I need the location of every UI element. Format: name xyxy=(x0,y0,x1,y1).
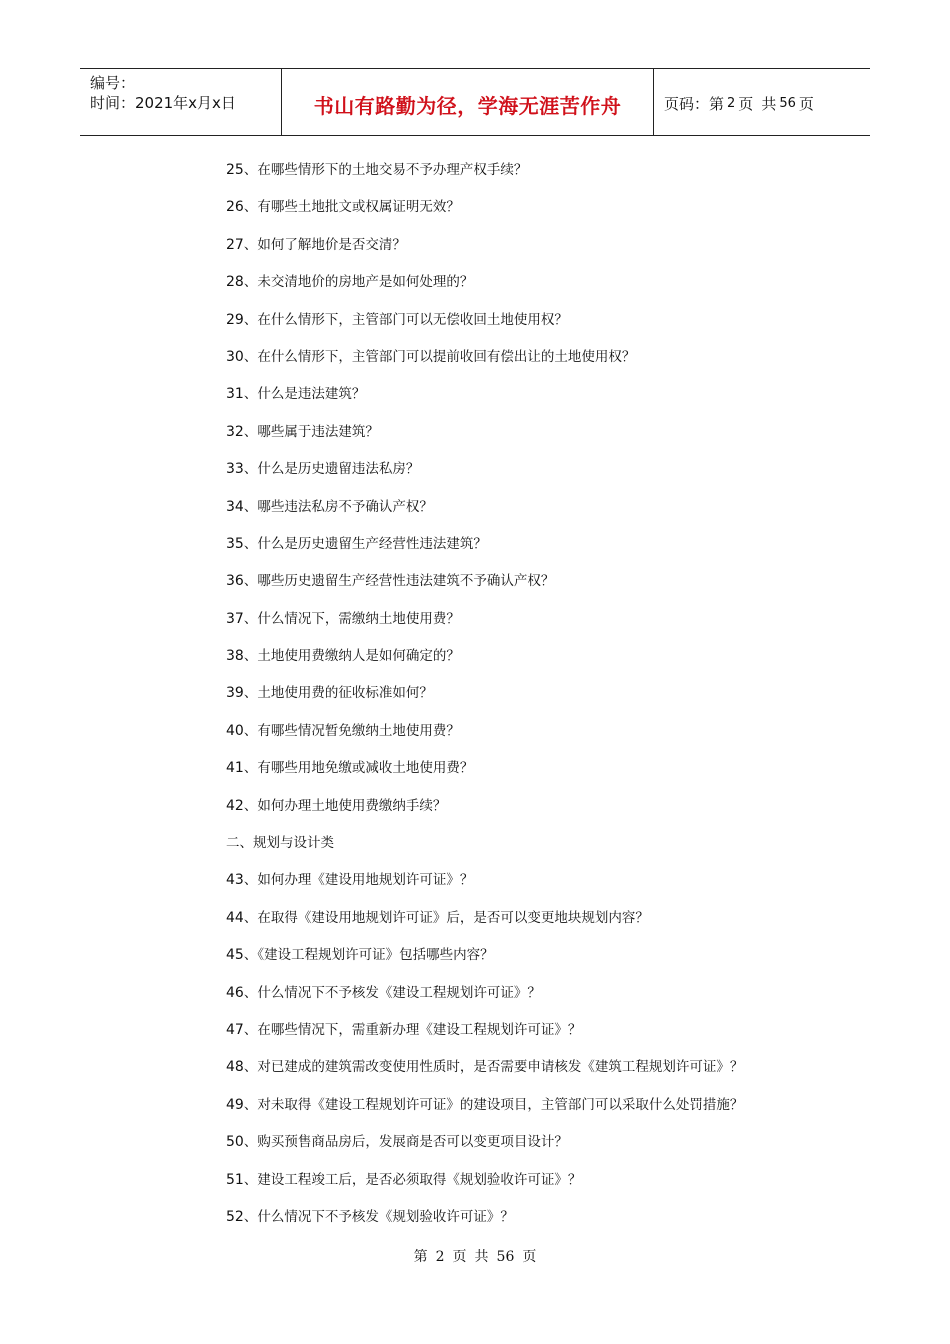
question-item xyxy=(226,1170,743,1207)
question-number: 27 xyxy=(226,236,244,253)
header-total-suffix: 页 xyxy=(798,94,814,113)
question-text: 、在哪些情形下的土地交易不予办理产权手续？ xyxy=(243,162,528,178)
section-title: 二、规划与设计类 xyxy=(226,835,334,852)
question-number: 26 xyxy=(226,199,244,216)
question-number: 52 xyxy=(226,1208,244,1225)
question-text: 、如何了解地价是否交清？ xyxy=(243,236,406,253)
question-text: 、有哪些情况暂免缴纳土地使用费？ xyxy=(243,722,460,739)
question-item xyxy=(226,983,743,1020)
question-item xyxy=(226,870,743,907)
header-page-info xyxy=(654,69,870,135)
question-item xyxy=(226,272,743,309)
question-number: 38 xyxy=(226,648,244,665)
question-item xyxy=(226,347,743,384)
question-number: 45 xyxy=(226,947,244,964)
question-number: 37 xyxy=(226,610,244,627)
page-footer xyxy=(0,1246,950,1266)
question-item xyxy=(226,1020,743,1057)
question-number: 40 xyxy=(226,722,244,739)
header-total-prefix: 共 xyxy=(761,94,777,113)
question-item xyxy=(226,422,743,459)
question-item xyxy=(226,1095,743,1132)
question-number: 31 xyxy=(226,386,244,403)
question-text: 、购买预售商品房后，发展商是否可以变更项目设计？ xyxy=(243,1134,568,1151)
question-item xyxy=(226,1132,743,1169)
question-number: 36 xyxy=(226,573,244,590)
question-item xyxy=(226,609,743,646)
question-text: 、在哪些情况下，需重新办理《建设工程规划许可证》？ xyxy=(243,1021,582,1038)
question-item xyxy=(226,497,743,534)
question-number: 33 xyxy=(226,461,244,478)
header-motto-cell xyxy=(281,69,654,135)
question-item xyxy=(226,310,743,347)
question-number: 50 xyxy=(226,1134,244,1151)
question-text: 、什么是历史遗留违法私房？ xyxy=(243,461,420,478)
footer-total-number: 56 xyxy=(496,1249,515,1265)
question-number: 44 xyxy=(226,909,244,926)
question-text: 、有哪些用地免缴或减收土地使用费？ xyxy=(243,760,474,777)
question-text: 、如何办理《建设用地规划许可证》？ xyxy=(243,872,474,889)
question-number: 34 xyxy=(226,498,244,515)
question-text: 、对未取得《建设工程规划许可证》的建设项目，主管部门可以采取什么处罚措施？ xyxy=(243,1096,744,1113)
question-text: 、土地使用费的征收标准如何？ xyxy=(243,685,433,702)
question-text: 、哪些违法私房不予确认产权？ xyxy=(243,498,433,515)
header-page-suffix: 页 xyxy=(738,94,754,113)
question-item xyxy=(226,160,743,197)
question-number: 30 xyxy=(226,348,244,365)
question-text: 、在什么情形下，主管部门可以提前收回有偿出让的土地使用权？ xyxy=(243,348,636,365)
question-number: 47 xyxy=(226,1021,244,1038)
footer-page-number: 2 xyxy=(435,1249,445,1265)
page-header xyxy=(80,68,870,136)
question-number: 41 xyxy=(226,760,244,777)
question-text: 、对已建成的建筑需改变使用性质时，是否需要申请核发《建筑工程规划许可证》？ xyxy=(243,1059,744,1076)
question-item xyxy=(226,908,743,945)
question-number: 48 xyxy=(226,1059,244,1076)
question-item xyxy=(226,945,743,982)
question-text: 、哪些历史遗留生产经营性违法建筑不予确认产权？ xyxy=(243,573,555,590)
footer-page-mid: 页 xyxy=(452,1249,467,1265)
question-text: 、在什么情形下，主管部门可以无偿收回土地使用权？ xyxy=(243,311,568,328)
question-text: 、建设工程竣工后，是否必须取得《规划验收许可证》？ xyxy=(243,1171,582,1188)
footer-page-prefix: 第 xyxy=(413,1249,428,1265)
question-number: 43 xyxy=(226,872,244,889)
question-number: 32 xyxy=(226,423,244,440)
question-number: 42 xyxy=(226,797,244,814)
footer-total-prefix: 共 xyxy=(474,1249,489,1265)
question-item xyxy=(226,758,743,795)
question-number: 49 xyxy=(226,1096,244,1113)
question-number: 51 xyxy=(226,1171,244,1188)
header-meta xyxy=(80,69,281,135)
question-item xyxy=(226,721,743,758)
question-text: 、《建设工程规划许可证》包括哪些内容？ xyxy=(243,947,494,964)
question-text: 、哪些属于违法建筑？ xyxy=(243,423,379,440)
question-item xyxy=(226,683,743,720)
question-number: 25 xyxy=(226,162,244,178)
question-number: 28 xyxy=(226,274,244,291)
section-heading xyxy=(226,833,743,870)
question-number: 29 xyxy=(226,311,244,328)
question-text: 、土地使用费缴纳人是如何确定的？ xyxy=(243,648,460,665)
document-number-label: 编号： xyxy=(90,74,136,92)
question-text: 、什么情况下，需缴纳土地使用费？ xyxy=(243,610,460,627)
footer-total-suffix: 页 xyxy=(522,1249,537,1265)
question-item xyxy=(226,534,743,571)
question-text: 、什么是违法建筑？ xyxy=(243,386,366,403)
header-motto: 书山有路勤为径，学海无涯苦作舟 xyxy=(313,93,622,118)
header-page-number: 2 xyxy=(727,95,736,111)
question-item xyxy=(226,1057,743,1094)
question-list xyxy=(226,160,743,1244)
question-number: 35 xyxy=(226,535,244,552)
document-time-label: 时间：2021年x月x日 xyxy=(90,94,236,112)
question-text: 、未交清地价的房地产是如何处理的？ xyxy=(243,274,474,291)
question-item xyxy=(226,384,743,421)
question-item xyxy=(226,1207,743,1244)
question-item xyxy=(226,571,743,608)
question-text: 、在取得《建设用地规划许可证》后，是否可以变更地块规划内容？ xyxy=(243,909,649,926)
question-item xyxy=(226,796,743,833)
question-text: 、什么是历史遗留生产经营性违法建筑？ xyxy=(243,535,487,552)
question-item xyxy=(226,646,743,683)
question-text: 、有哪些土地批文或权属证明无效？ xyxy=(243,199,460,216)
question-text: 、什么情况下不予核发《规划验收许可证》？ xyxy=(243,1208,514,1225)
header-page-prefix: 页码：第 xyxy=(664,94,725,113)
question-text: 、什么情况下不予核发《建设工程规划许可证》？ xyxy=(243,984,541,1001)
question-number: 39 xyxy=(226,685,244,702)
header-total-number: 56 xyxy=(779,95,796,111)
question-text: 、如何办理土地使用费缴纳手续？ xyxy=(243,797,447,814)
question-item xyxy=(226,197,743,234)
question-item xyxy=(226,235,743,272)
question-item xyxy=(226,459,743,496)
question-number: 46 xyxy=(226,984,244,1001)
